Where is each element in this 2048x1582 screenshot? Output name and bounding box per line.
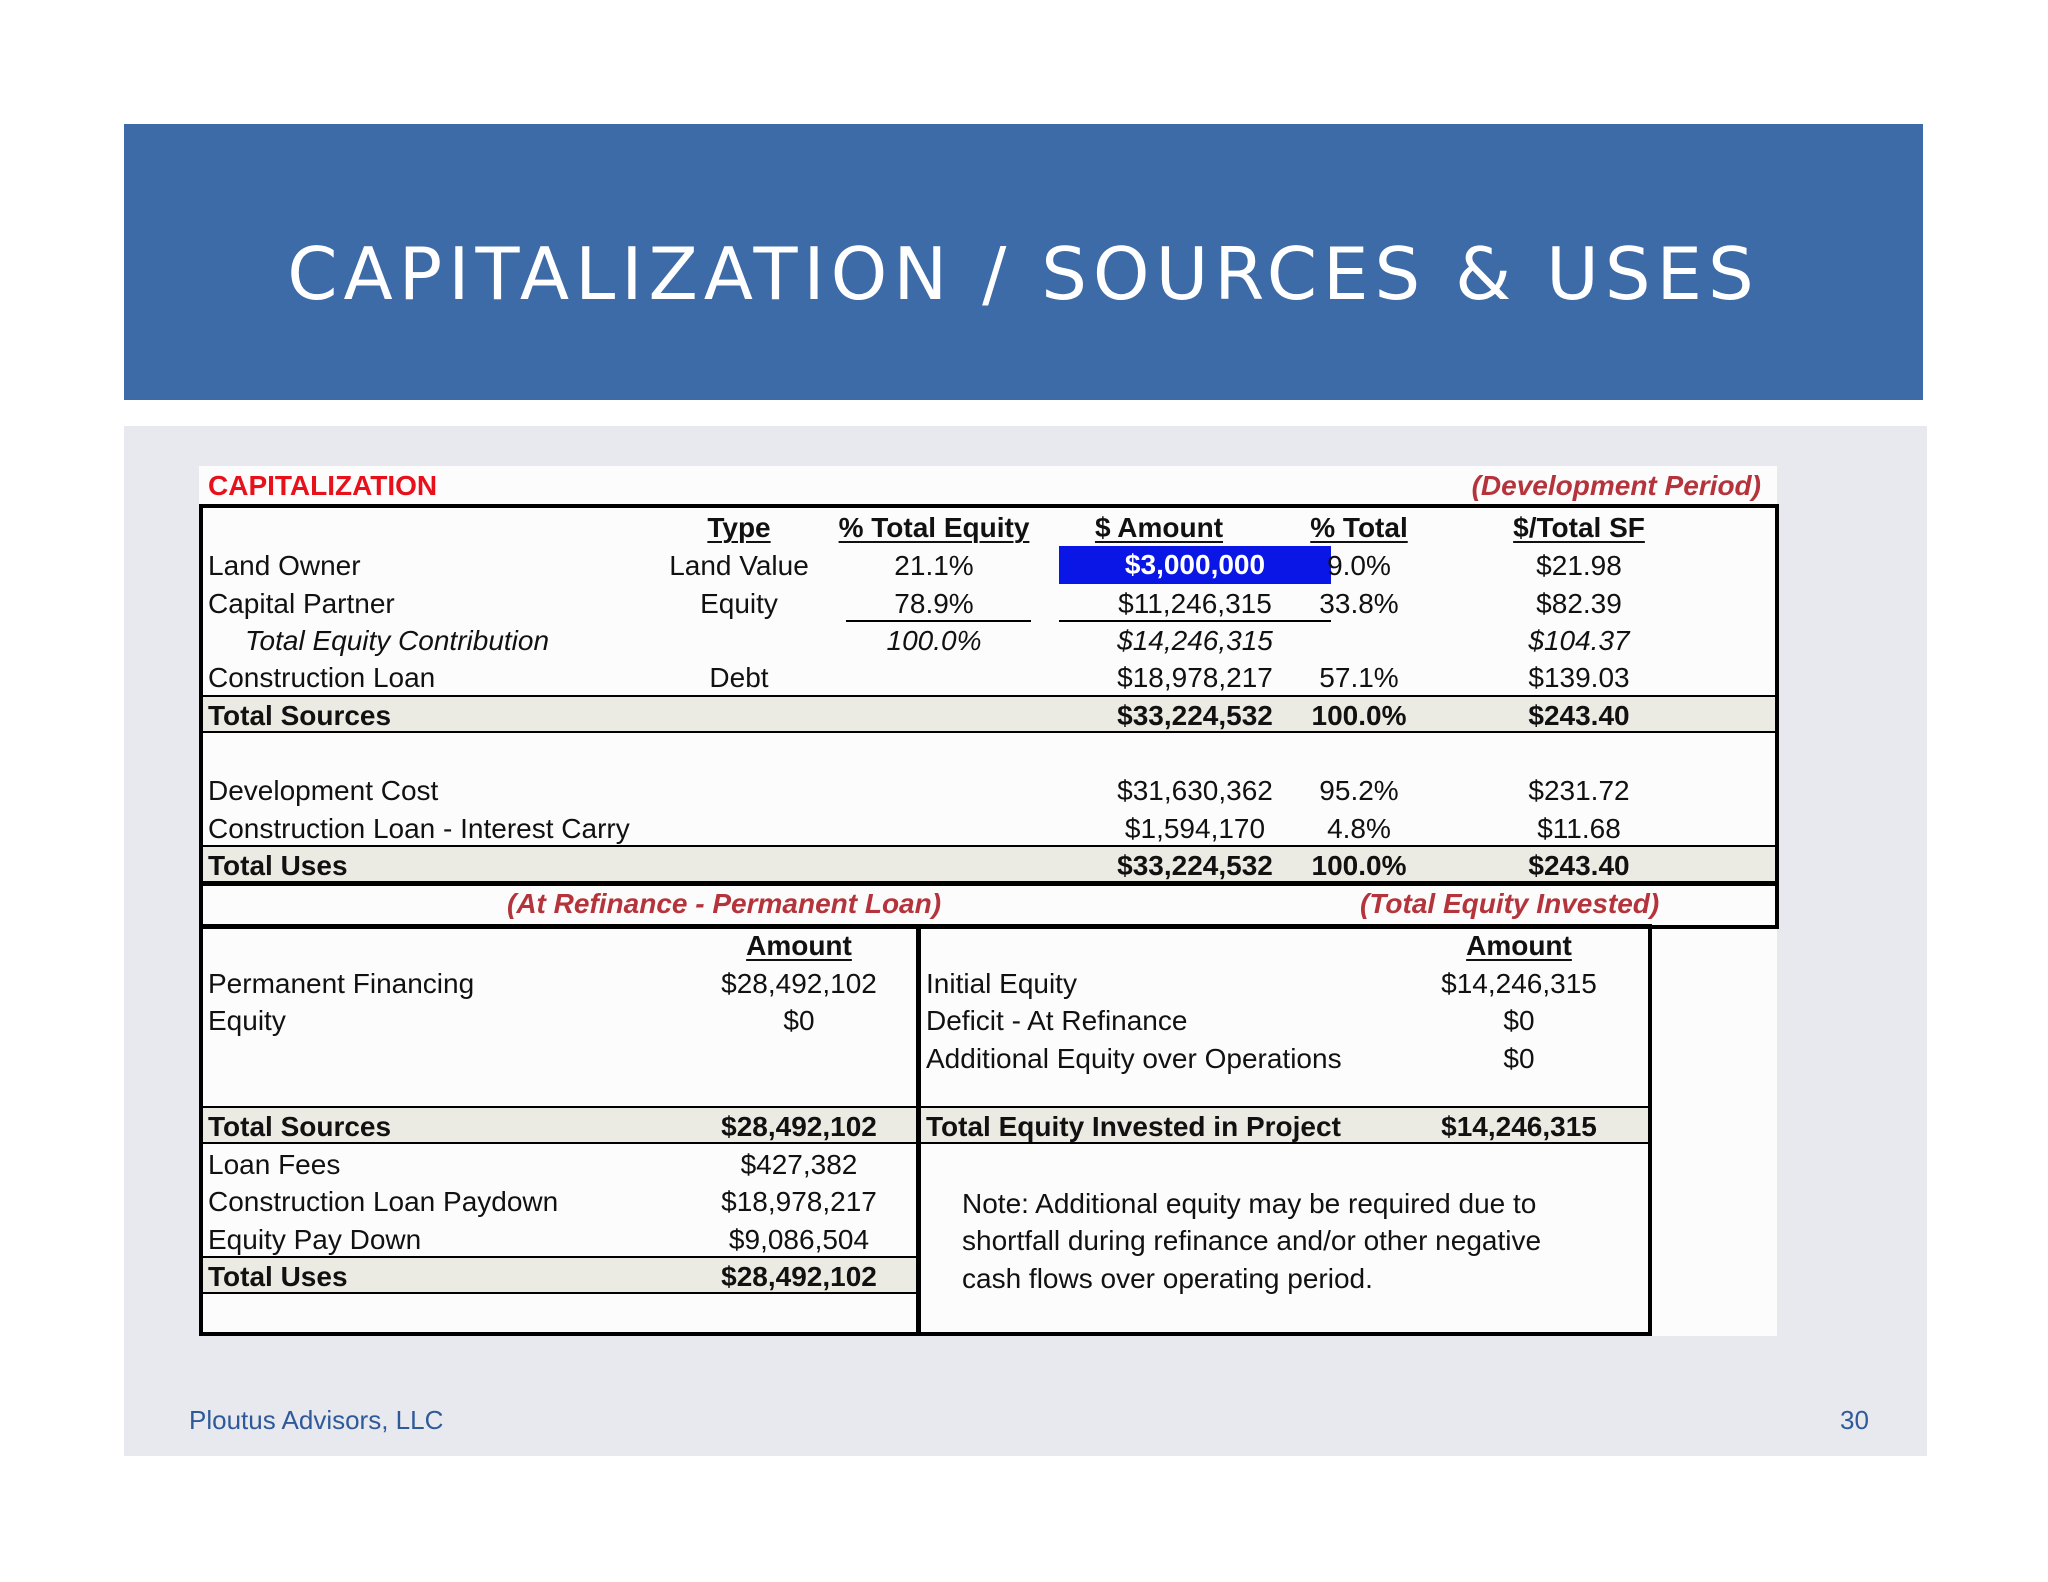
total-equity-per-sf: $104.37 — [1528, 625, 1630, 656]
interest-carry-pct: 4.8% — [1327, 813, 1391, 844]
land-owner-amount: $3,000,000 — [1059, 546, 1331, 584]
total-equity-label: Total Equity Contribution — [245, 625, 550, 656]
col-type: Type — [707, 512, 771, 543]
land-owner-pct-total: 9.0% — [1327, 550, 1391, 581]
col-amount: $ Amount — [1094, 512, 1224, 543]
capital-partner-type: Equity — [700, 588, 778, 619]
construction-loan-pct-total: 57.1% — [1319, 662, 1399, 693]
initial-equity-label: Initial Equity — [926, 968, 1077, 999]
interest-carry-amount: $1,594,170 — [1124, 813, 1266, 844]
subtotal-underline — [846, 620, 1031, 622]
equity-label: Equity — [208, 1005, 286, 1036]
total-sources-pct: 100.0% — [1311, 700, 1407, 731]
subtotal-underline — [1059, 620, 1331, 622]
additional-equity-label: Additional Equity over Operations — [926, 1043, 1342, 1074]
total-sources-amount: $33,224,532 — [1117, 700, 1273, 731]
capital-partner-pct-equity: 78.9% — [894, 588, 974, 619]
permanent-financing-label: Permanent Financing — [208, 968, 475, 999]
total-equity-pct: 100.0% — [886, 625, 982, 656]
refinance-amount-header: Amount — [746, 930, 852, 961]
development-cost-pct: 95.2% — [1319, 775, 1399, 806]
land-owner-per-sf: $21.98 — [1536, 550, 1622, 581]
col-pct-equity: % Total Equity — [838, 512, 1030, 543]
title-banner — [124, 124, 1923, 400]
equity-value: $0 — [783, 1005, 815, 1036]
note-line: cash flows over operating period. — [962, 1263, 1373, 1294]
total-uses-pct: 100.0% — [1311, 850, 1407, 881]
refinance-total-uses-label: Total Uses — [208, 1261, 348, 1292]
equity-amount-header: Amount — [1466, 930, 1572, 961]
spreadsheet — [199, 466, 1777, 1336]
land-owner-pct-equity: 21.1% — [894, 550, 974, 581]
loan-paydown-value: $18,978,217 — [721, 1186, 877, 1217]
total-equity-invested-label: Total Equity Invested in Project — [926, 1111, 1341, 1142]
equity-paydown-label: Equity Pay Down — [208, 1224, 422, 1255]
land-owner-label: Land Owner — [208, 550, 361, 581]
equity-paydown-value: $9,086,504 — [728, 1224, 870, 1255]
total-uses-label: Total Uses — [208, 850, 348, 881]
development-period-label: (Development Period) — [1471, 470, 1761, 501]
note-line: Note: Additional equity may be required due to — [962, 1188, 1537, 1219]
capital-partner-amount: $11,246,315 — [1118, 588, 1272, 619]
footer-company: Ploutus Advisors, LLC — [189, 1405, 444, 1435]
total-sources-per-sf: $243.40 — [1528, 700, 1630, 731]
development-cost-per-sf: $231.72 — [1528, 775, 1630, 806]
construction-loan-amount: $18,978,217 — [1117, 662, 1273, 693]
total-sources-label: Total Sources — [208, 700, 392, 731]
construction-loan-label: Construction Loan — [208, 662, 436, 693]
capitalization-heading: CAPITALIZATION — [208, 470, 438, 501]
loan-fees-label: Loan Fees — [208, 1149, 341, 1180]
additional-equity-value: $0 — [1503, 1043, 1535, 1074]
col-pct-total: % Total — [1310, 512, 1408, 543]
total-equity-invested-value: $14,246,315 — [1441, 1111, 1597, 1142]
refinance-heading: (At Refinance - Permanent Loan) — [507, 888, 942, 919]
capital-partner-label: Capital Partner — [208, 588, 395, 619]
deficit-value: $0 — [1503, 1005, 1535, 1036]
refinance-total-sources-value: $28,492,102 — [721, 1111, 877, 1142]
development-cost-amount: $31,630,362 — [1117, 775, 1273, 806]
construction-loan-type: Debt — [709, 662, 769, 693]
total-uses-amount: $33,224,532 — [1117, 850, 1273, 881]
initial-equity-value: $14,246,315 — [1441, 968, 1597, 999]
refinance-total-uses-value: $28,492,102 — [721, 1261, 877, 1292]
separator — [199, 882, 1779, 886]
note-line: shortfall during refinance and/or other negative — [962, 1225, 1542, 1256]
development-cost-label: Development Cost — [208, 775, 439, 806]
interest-carry-per-sf: $11.68 — [1537, 813, 1621, 844]
slide-title: CAPITALIZATION / SOURCES & USES — [287, 232, 1760, 316]
deficit-label: Deficit - At Refinance — [926, 1005, 1188, 1036]
loan-fees-value: $427,382 — [740, 1149, 858, 1180]
land-owner-type: Land Value — [669, 550, 809, 581]
interest-carry-label: Construction Loan - Interest Carry — [208, 813, 630, 844]
refinance-total-sources-label: Total Sources — [208, 1111, 392, 1142]
capital-partner-per-sf: $82.39 — [1536, 588, 1622, 619]
page-number: 30 — [1840, 1405, 1869, 1435]
total-equity-amount: $14,246,315 — [1117, 625, 1273, 656]
equity-invested-heading: (Total Equity Invested) — [1360, 888, 1660, 919]
permanent-financing-value: $28,492,102 — [721, 968, 877, 999]
loan-paydown-label: Construction Loan Paydown — [208, 1186, 559, 1217]
capital-partner-pct-total: 33.8% — [1319, 588, 1399, 619]
col-per-sf: $/Total SF — [1513, 512, 1645, 543]
total-uses-per-sf: $243.40 — [1528, 850, 1630, 881]
construction-loan-per-sf: $139.03 — [1528, 662, 1630, 693]
